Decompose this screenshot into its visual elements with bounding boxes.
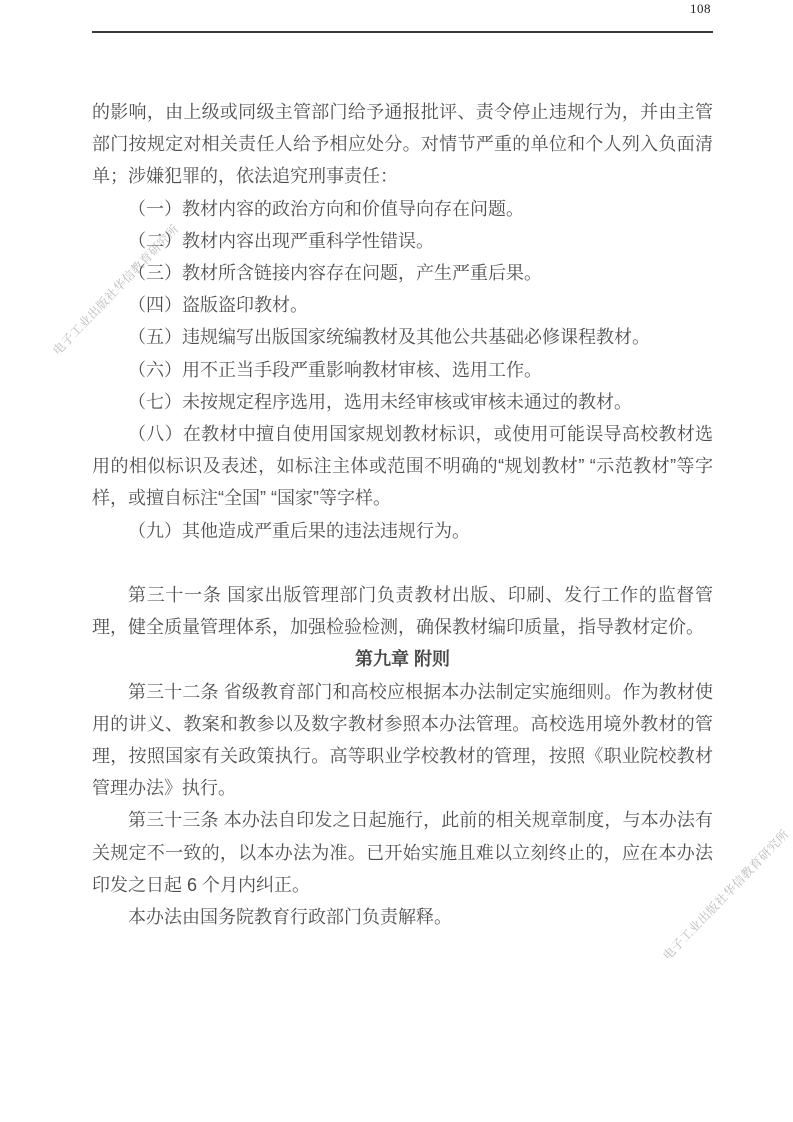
watermark-text: 电子工业出版社华信教育研究所 (50, 222, 182, 358)
paragraph: （五）违规编写出版国家统编教材及其他公共基础必修课程教材。 (128, 327, 650, 348)
watermark-text: 电子工业出版社华信教育研究所 (660, 827, 792, 963)
paragraph: （二）教材内容出现严重科学性错误。 (128, 230, 434, 251)
paragraph: （七）未按规定程序选用，选用未经审核或审核未通过的教材。 (128, 391, 632, 412)
header-rule (92, 31, 713, 33)
paragraph: （八）在教材中擅自使用国家规划教材标识，或使用可能误导高校教材选用的相似标识及表述，如标注主体或范围不明确的“规划教材” “示范教材”等字样，或擅自标注“全国” “国家”等字样。 (92, 424, 713, 509)
page-number: 108 (690, 1, 711, 16)
paragraph: 第三十二条 省级教育部门和高校应根据本办法制定实施细则。作为教材使用的讲义、教案和教参以及数字教材参照本办法管理。高校选用境外教材的管理，按照国家有关政策执行。高等职业学校教材的管理，按照《职业院校教材管理办法》执行。 (92, 681, 713, 799)
paragraph: 的影响，由上级或同级主管部门给予通报批评、责令停止违规行为，并由主管部门按规定对相关责任人给予相应处分。对情节严重的单位和个人列入负面清单；涉嫌犯罪的，依法追究刑事责任： (92, 102, 713, 187)
paragraph: （四）盗版盗印教材。 (128, 295, 308, 316)
paragraph: 第三十三条 本办法自印发之日起施行，此前的相关规章制度，与本办法有关规定不一致的，以本办法为准。已开始实施且难以立刻终止的，应在本办法印发之日起 6 个月内纠正。 (92, 810, 713, 895)
paragraph: （一）教材内容的政治方向和价值导向存在问题。 (128, 198, 524, 219)
paragraph: 第三十一条 国家出版管理部门负责教材出版、印刷、发行工作的监督管理，健全质量管理体系，加强检验检测，确保教材编印质量，指导教材定价。 (92, 585, 713, 638)
document-body (92, 96, 713, 933)
paragraph: （六）用不正当手段严重影响教材审核、选用工作。 (128, 359, 542, 380)
paragraph-spacer (92, 547, 713, 579)
chapter-heading: 第九章 附则 (354, 649, 450, 670)
paragraph: 本办法由国务院教育行政部门负责解释。 (128, 907, 452, 928)
paragraph: （三）教材所含链接内容存在问题，产生严重后果。 (128, 263, 542, 284)
paragraph: （九）其他造成严重后果的违法违规行为。 (128, 520, 470, 541)
